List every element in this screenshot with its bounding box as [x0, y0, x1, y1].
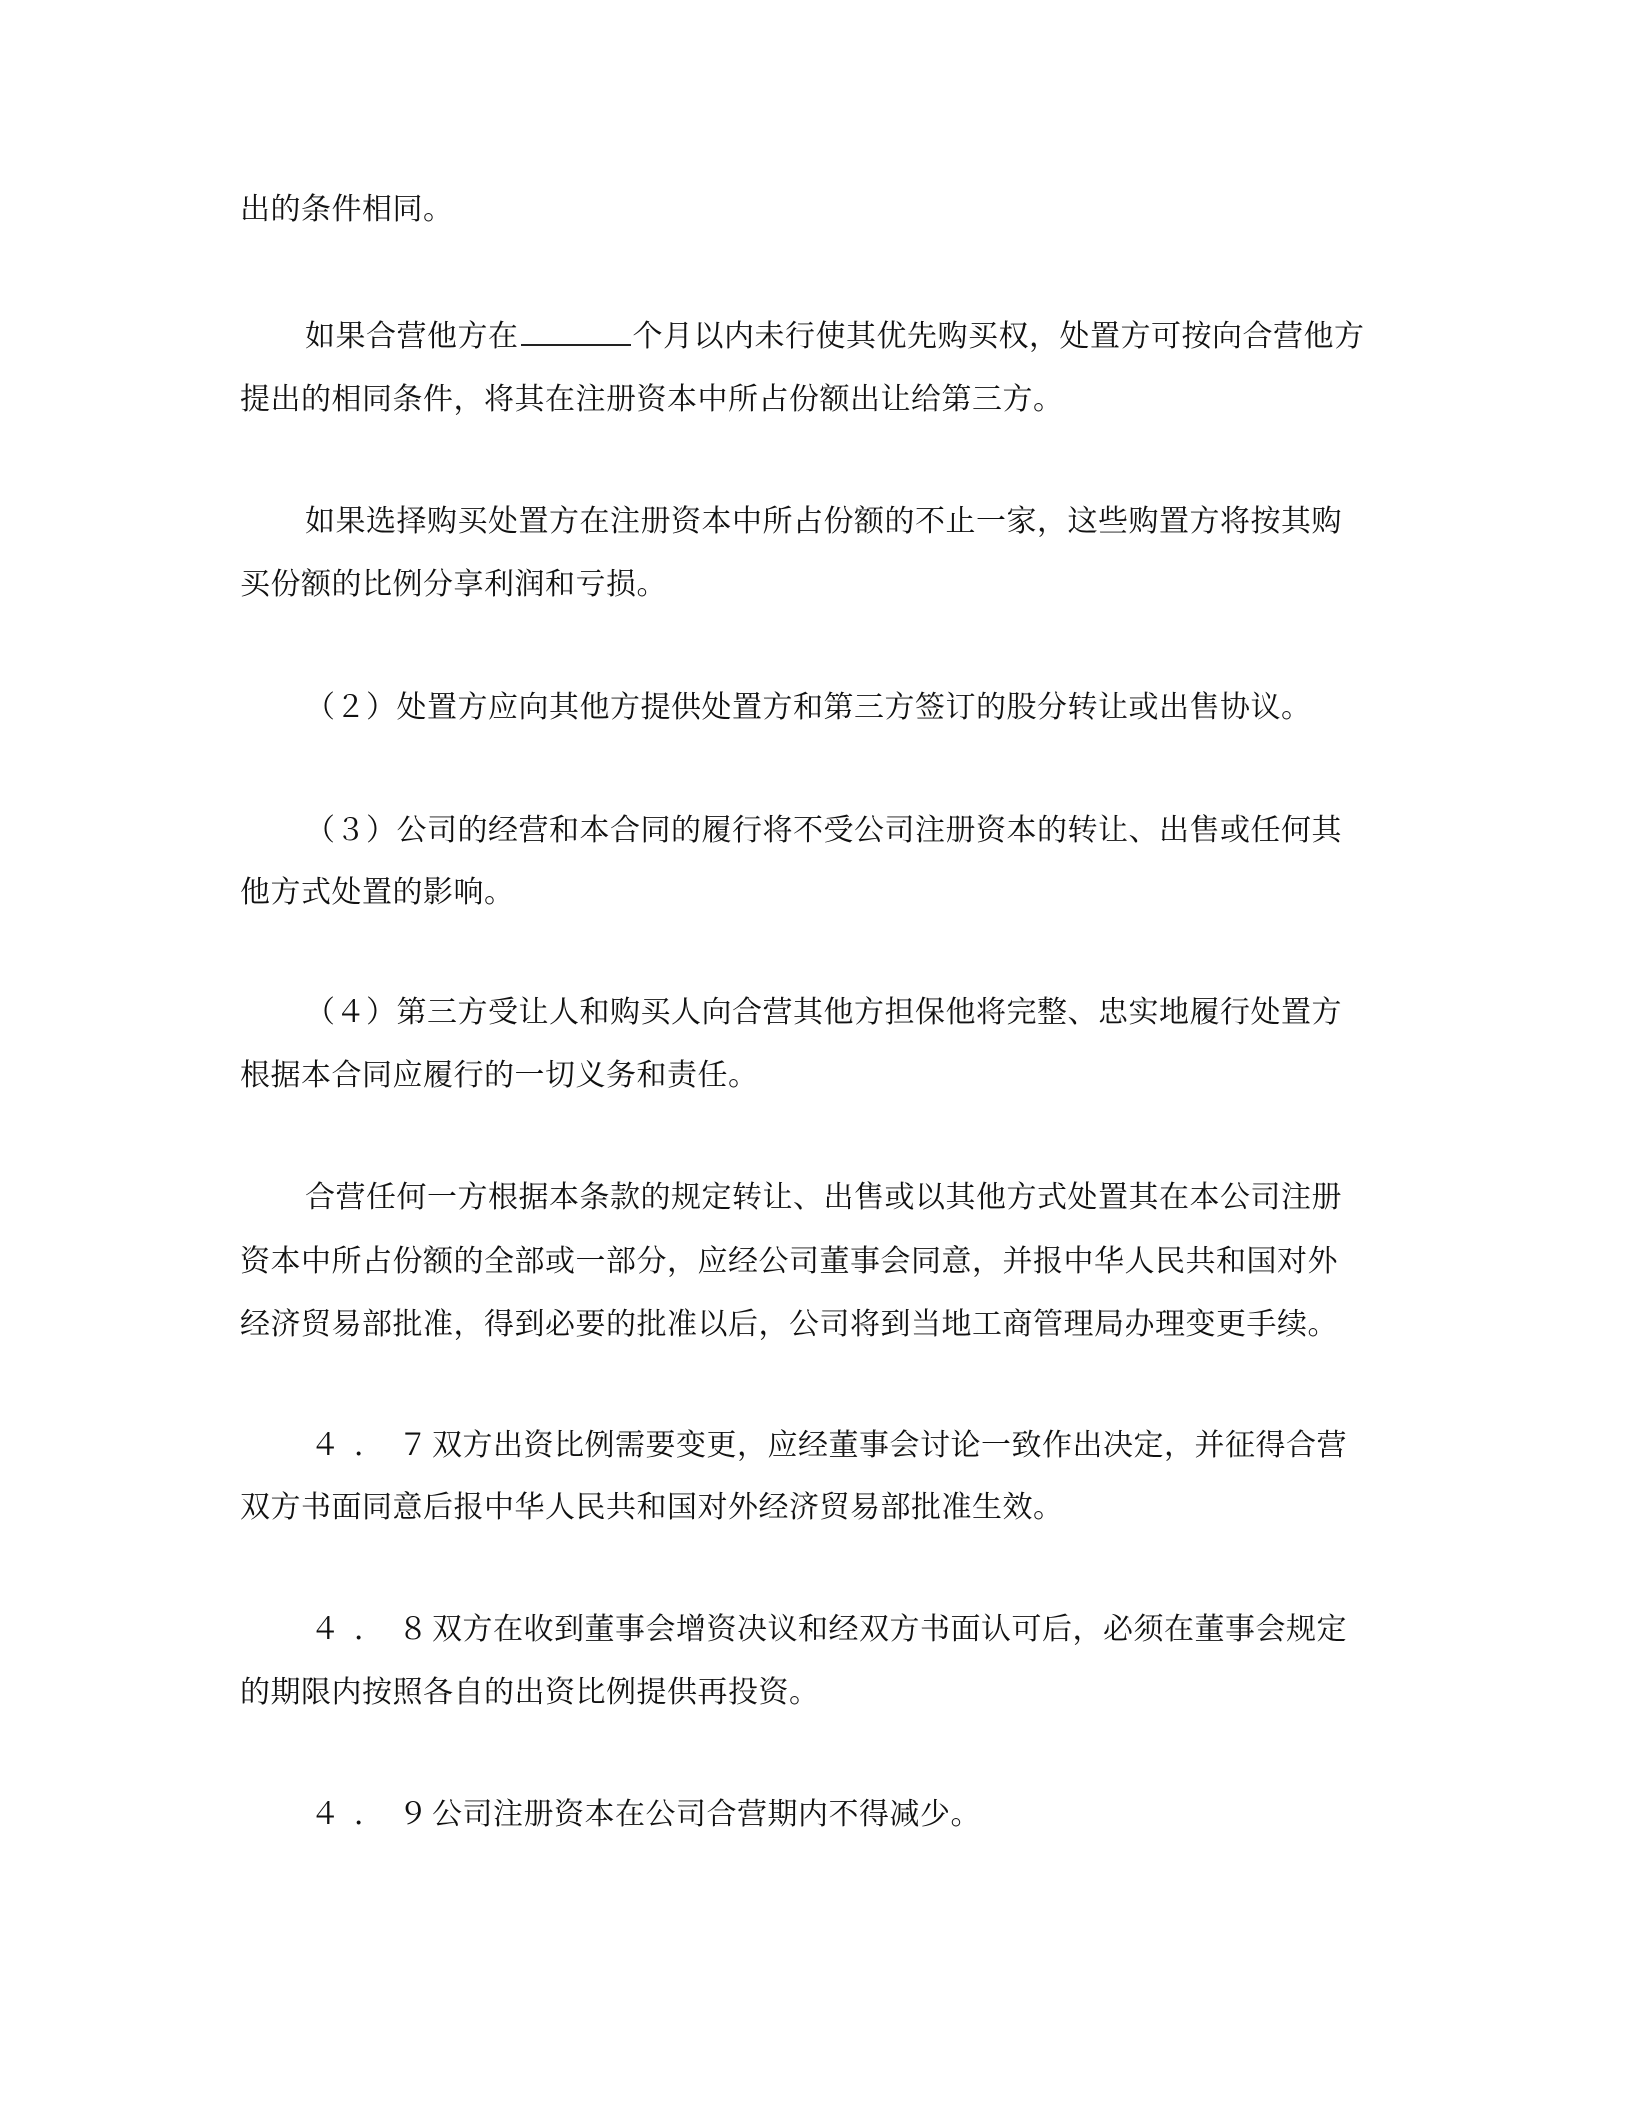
- text-line: 他方式处置的影响。: [240, 875, 515, 910]
- text-line: 如果选择购买处置方在注册资本中所占份额的不止一家，这些购置方将按其购: [305, 504, 1342, 539]
- text-line: （２）处置方应向其他方提供处置方和第三方签订的股分转让或出售协议。: [305, 690, 1312, 725]
- text-line: （３）公司的经营和本合同的履行将不受公司注册资本的转让、出售或任何其: [305, 813, 1342, 848]
- clause-number: ４．８: [310, 1612, 442, 1647]
- text-line: [305, 318, 1455, 355]
- text-line: （４）第三方受让人和购买人向合营其他方担保他将完整、忠实地履行处置方: [305, 995, 1342, 1030]
- text-segment: 如果合营他方在: [305, 319, 519, 354]
- text-line: 经济贸易部批准，得到必要的批准以后，公司将到当地工商管理局办理变更手续。: [240, 1307, 1338, 1342]
- clause-text: 双方出资比例需要变更，应经董事会讨论一致作出决定，并征得合营: [432, 1428, 1347, 1463]
- text-segment: 个月以内未行使其优先购买权，处置方可按向合营他方: [632, 319, 1365, 354]
- clause-number: ４．９: [310, 1797, 442, 1832]
- text-line: 出的条件相同。: [240, 192, 454, 227]
- clause-line: [310, 1428, 1460, 1464]
- text-line: 提出的相同条件，将其在注册资本中所占份额出让给第三方。: [240, 382, 1064, 417]
- text-line: 买份额的比例分享利润和亏损。: [240, 567, 667, 602]
- fill-in-blank: [521, 318, 631, 346]
- text-line: 根据本合同应履行的一切义务和责任。: [240, 1058, 759, 1093]
- clause-line: [310, 1797, 1460, 1833]
- text-line: 资本中所占份额的全部或一部分，应经公司董事会同意，并报中华人民共和国对外: [240, 1244, 1338, 1279]
- clause-text: 双方在收到董事会增资决议和经双方书面认可后，必须在董事会规定: [432, 1612, 1347, 1647]
- clause-line: [310, 1612, 1460, 1648]
- text-line: 的期限内按照各自的出资比例提供再投资。: [240, 1675, 820, 1710]
- clause-text: 公司注册资本在公司合营期内不得减少。: [432, 1797, 981, 1832]
- text-line: 合营任何一方根据本条款的规定转让、出售或以其他方式处置其在本公司注册: [305, 1180, 1342, 1215]
- clause-number: ４．７: [310, 1428, 442, 1463]
- text-line: 双方书面同意后报中华人民共和国对外经济贸易部批准生效。: [240, 1490, 1064, 1525]
